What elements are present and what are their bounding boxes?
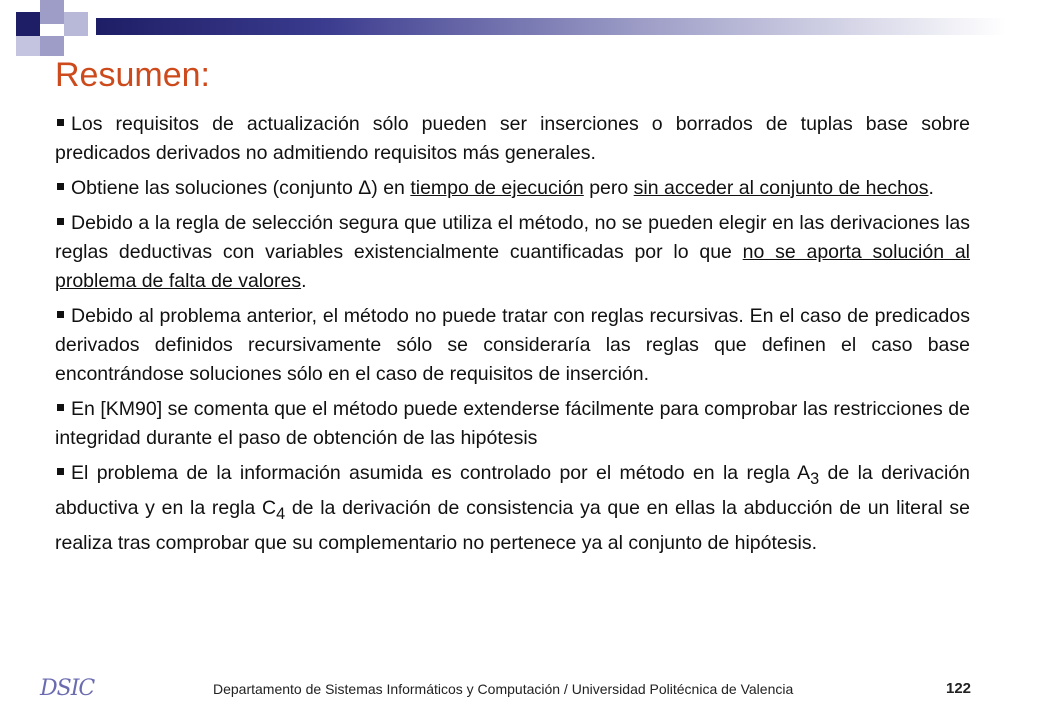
bullet-text: ) en: [371, 177, 411, 199]
slide-title: Resumen:: [55, 56, 210, 94]
bullet-text: .: [301, 270, 307, 292]
header-gradient-bar: [96, 18, 1006, 35]
bullet-text: En [KM90] se comenta que el método puede extenderse fácilmente para comprobar las restricciones de integridad durante el paso de obtención de las hipótesis: [55, 398, 970, 449]
deco-square-light: [16, 36, 40, 56]
deco-square-light: [40, 0, 64, 24]
square-bullet-icon: [57, 404, 64, 411]
deco-square-light: [40, 36, 64, 56]
bullet-text: El problema de la información asumida es controlado por el método en la regla A: [71, 462, 811, 484]
bullet-list: [55, 110, 970, 564]
bullet-item: [55, 459, 970, 558]
bullet-text: Debido al problema anterior, el método no puede tratar con reglas recursivas. En el caso de predicados derivados definidos recursivamente sólo se consideraría las reglas que definen el caso base encontrándose soluciones sólo en el caso de requisitos de inserción.: [55, 305, 970, 385]
bullet-item: [55, 302, 970, 389]
deco-square-dark: [16, 12, 40, 36]
square-bullet-icon: [57, 119, 64, 126]
bullet-item: [55, 174, 970, 203]
bullet-text: .: [928, 177, 934, 199]
bullet-text: Debido a la regla de selección segura que utiliza el método, no se pueden elegir en las derivaciones las reglas deductivas con variables existencialmente cuantificadas por lo que: [55, 212, 970, 263]
dsic-logo: DSIC: [40, 676, 95, 701]
subscript: 3: [810, 469, 820, 488]
bullet-item: [55, 110, 970, 168]
bullet-text: de la derivación de consistencia ya que en ellas la abducción de un literal se realiza tras comprobar que su complementario no pertenece ya al conjunto de hipótesis.: [55, 496, 970, 554]
square-bullet-icon: [57, 218, 64, 225]
bullet-item: [55, 209, 970, 296]
square-bullet-icon: [57, 468, 64, 475]
bullet-text: Obtiene las soluciones (conjunto: [71, 177, 359, 199]
bullet-item: [55, 395, 970, 453]
delta-symbol: Δ: [358, 177, 372, 199]
subscript: 4: [276, 504, 286, 523]
bullet-text: pero: [583, 177, 634, 199]
underlined-text: no se aporta solución al problema de falta de valores: [55, 241, 971, 292]
deco-square-light: [64, 12, 88, 36]
square-bullet-icon: [57, 311, 64, 318]
bullet-text: Los requisitos de actualización sólo pueden ser inserciones o borrados de tuplas base sobre predicados derivados no admitiendo requisitos más generales.: [55, 113, 970, 164]
footer-text: Departamento de Sistemas Informáticos y Computación / Universidad Politécnica de Valencia: [213, 681, 794, 697]
square-bullet-icon: [57, 183, 64, 190]
page-number: 122: [946, 680, 972, 697]
underlined-text: sin acceder al conjunto de hechos: [633, 177, 929, 199]
underlined-text: tiempo de ejecución: [410, 177, 584, 199]
bullet-text: de la derivación abductiva y en la regla C: [55, 462, 970, 519]
